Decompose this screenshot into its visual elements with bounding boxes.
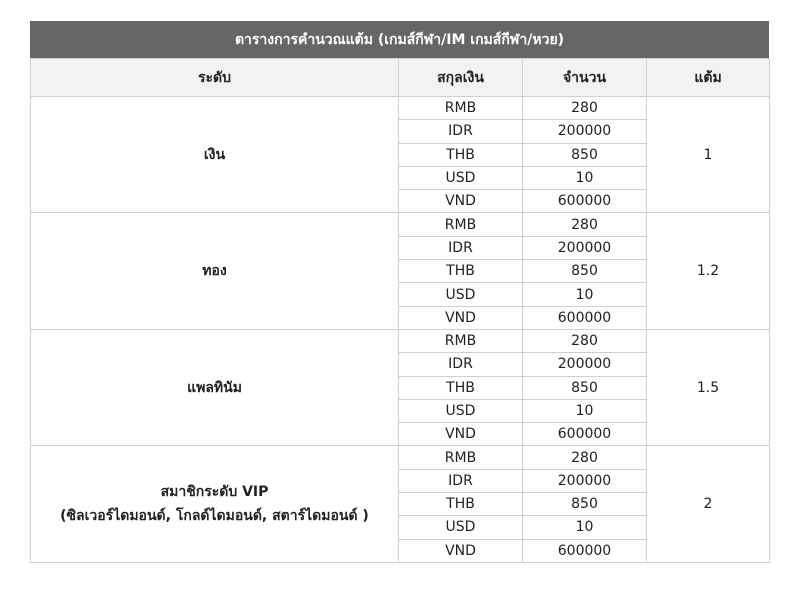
amount-cell: 850 (523, 260, 647, 283)
currency-cell: USD (399, 399, 523, 422)
header-amount: จำนวน (523, 59, 647, 97)
table-body (31, 97, 770, 563)
amount-cell: 280 (523, 446, 647, 469)
level-name: ทอง (202, 263, 227, 280)
currency-cell: THB (399, 143, 523, 166)
amount-cell: 10 (523, 516, 647, 539)
amount-cell: 200000 (523, 236, 647, 259)
currency-cell: IDR (399, 120, 523, 143)
level-cell (31, 446, 399, 562)
level-subtitle: (ซิลเวอร์ไดมอนด์, โกลด์ไดมอนด์, สตาร์ไดมอนด์ ) (60, 508, 369, 525)
points-table-container (30, 21, 769, 563)
currency-cell: USD (399, 516, 523, 539)
currency-cell: IDR (399, 469, 523, 492)
currency-cell: RMB (399, 97, 523, 120)
amount-cell: 600000 (523, 306, 647, 329)
currency-cell: VND (399, 306, 523, 329)
currency-cell: USD (399, 166, 523, 189)
currency-cell: VND (399, 423, 523, 446)
currency-cell: VND (399, 190, 523, 213)
amount-cell: 850 (523, 493, 647, 516)
points-cell: 1 (647, 97, 770, 213)
level-name: เงิน (203, 146, 226, 163)
points-cell: 1.5 (647, 329, 770, 445)
table-row (31, 329, 770, 352)
amount-cell: 10 (523, 166, 647, 189)
currency-cell: RMB (399, 213, 523, 236)
amount-cell: 600000 (523, 190, 647, 213)
currency-cell: IDR (399, 236, 523, 259)
points-cell: 1.2 (647, 213, 770, 329)
amount-cell: 10 (523, 283, 647, 306)
header-level: ระดับ (31, 59, 399, 97)
currency-cell: USD (399, 283, 523, 306)
currency-cell: RMB (399, 446, 523, 469)
table-header-row (31, 59, 770, 97)
table-row (31, 213, 770, 236)
amount-cell: 200000 (523, 353, 647, 376)
amount-cell: 10 (523, 399, 647, 422)
header-currency: สกุลเงิน (399, 59, 523, 97)
currency-cell: THB (399, 260, 523, 283)
level-name: สมาชิกระดับ VIP (160, 484, 269, 501)
amount-cell: 850 (523, 376, 647, 399)
amount-cell: 200000 (523, 120, 647, 143)
amount-cell: 200000 (523, 469, 647, 492)
table-row (31, 97, 770, 120)
level-cell (31, 97, 399, 213)
amount-cell: 280 (523, 213, 647, 236)
amount-cell: 600000 (523, 539, 647, 562)
currency-cell: IDR (399, 353, 523, 376)
amount-cell: 600000 (523, 423, 647, 446)
currency-cell: RMB (399, 329, 523, 352)
points-table (30, 58, 770, 563)
level-name: แพลทินัม (187, 379, 242, 396)
amount-cell: 280 (523, 329, 647, 352)
points-cell: 2 (647, 446, 770, 562)
table-title: ตารางการคำนวณแต้ม (เกมส์กีฬา/IM เกมส์กีฬา/หวย) (30, 21, 769, 58)
amount-cell: 280 (523, 97, 647, 120)
level-cell (31, 329, 399, 445)
amount-cell: 850 (523, 143, 647, 166)
currency-cell: VND (399, 539, 523, 562)
currency-cell: THB (399, 493, 523, 516)
level-cell (31, 213, 399, 329)
header-points: แต้ม (647, 59, 770, 97)
currency-cell: THB (399, 376, 523, 399)
table-row (31, 446, 770, 469)
